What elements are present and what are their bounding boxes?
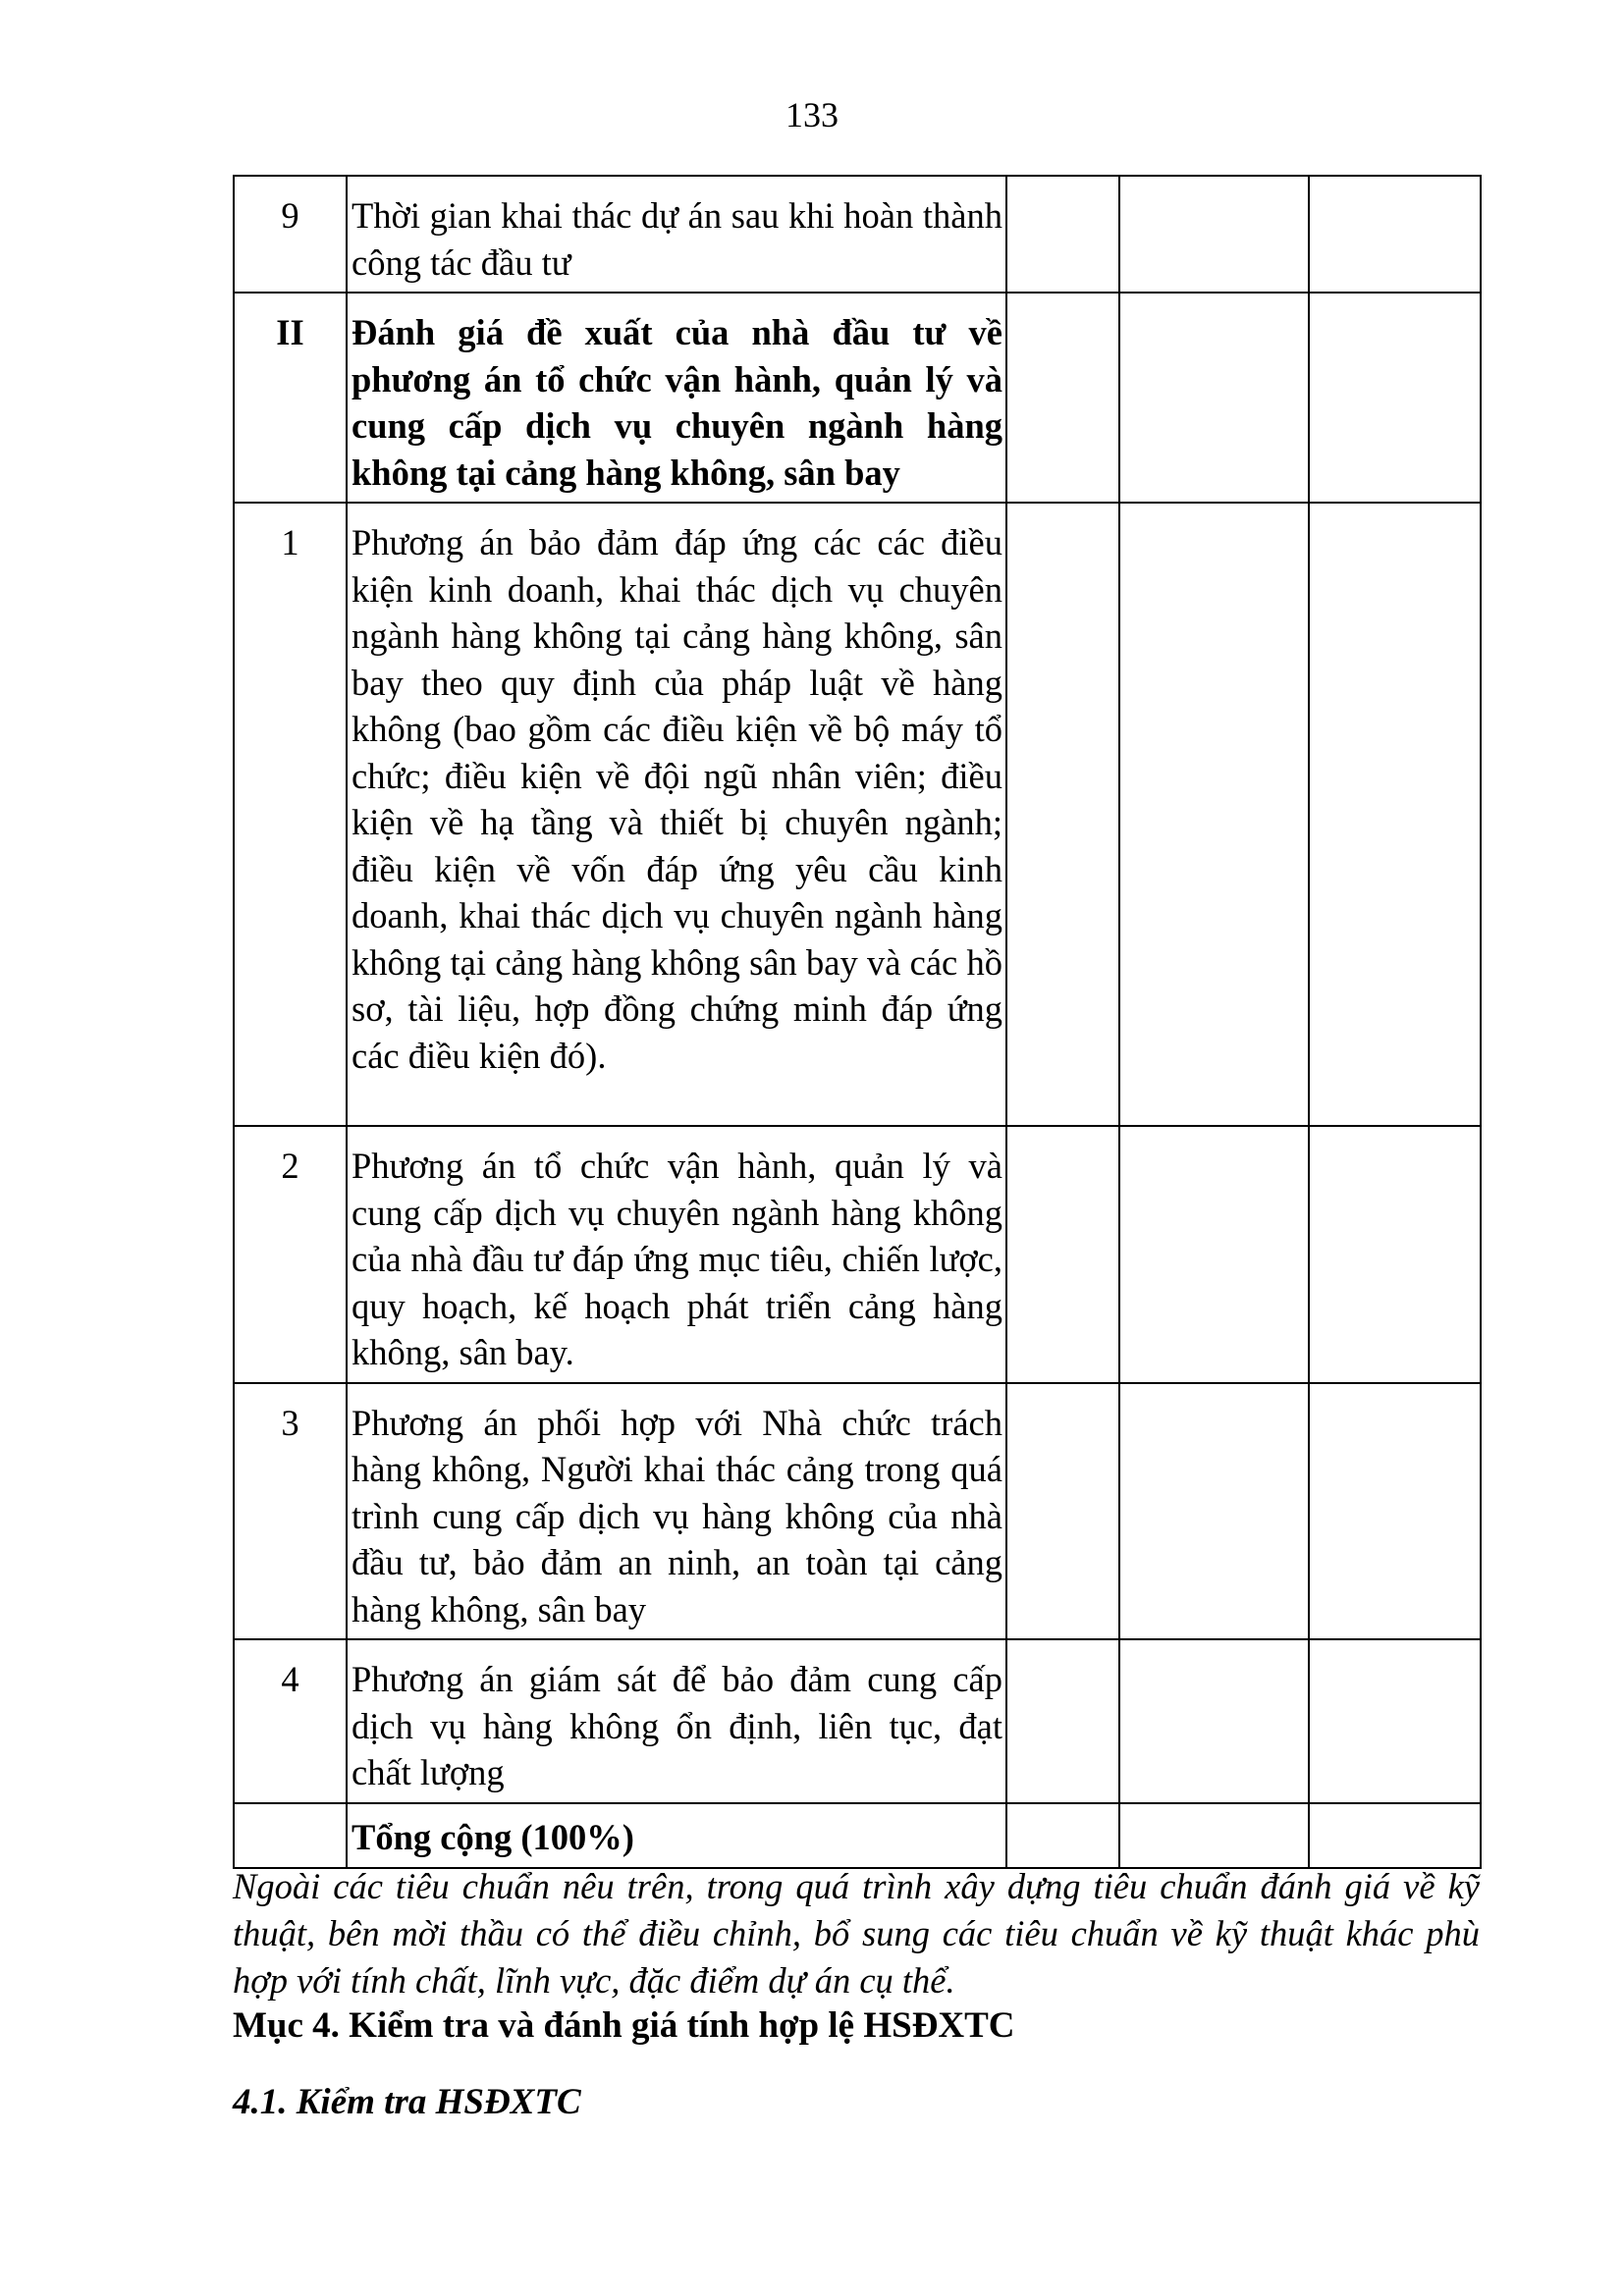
empty-cell — [1006, 1383, 1119, 1640]
empty-cell — [1119, 1126, 1309, 1383]
table-row-total — [234, 1803, 1481, 1868]
table-row — [234, 1383, 1481, 1640]
empty-cell — [1119, 1639, 1309, 1803]
row-criterion: Phương án phối hợp với Nhà chức trách hàng không, Người khai thác cảng trong quá trình cung cấp dịch vụ hàng không của nhà đầu tư, bảo đảm an ninh, an toàn tại cảng hàng không, sân bay — [347, 1383, 1006, 1640]
empty-cell — [1006, 503, 1119, 1126]
empty-cell — [1006, 1639, 1119, 1803]
empty-cell — [1006, 1126, 1119, 1383]
empty-cell — [1006, 1803, 1119, 1868]
empty-cell — [1119, 503, 1309, 1126]
empty-cell — [1309, 1383, 1481, 1640]
note-paragraph: Ngoài các tiêu chuẩn nêu trên, trong quá trình xây dựng tiêu chuẩn đánh giá về kỹ thuật, bên mời thầu có thể điều chỉnh, bổ sung các tiêu chuẩn về kỹ thuật khác phù hợp với tính chất, lĩnh vực, đặc điểm dự án cụ thể. — [233, 1866, 1480, 2001]
empty-cell — [1309, 293, 1481, 503]
row-number — [234, 1803, 347, 1868]
page-number: 133 — [785, 95, 839, 134]
empty-cell — [1309, 1803, 1481, 1868]
row-number: 9 — [234, 176, 347, 293]
empty-cell — [1119, 176, 1309, 293]
empty-cell — [1119, 293, 1309, 503]
empty-cell — [1119, 1383, 1309, 1640]
row-criterion: Phương án bảo đảm đáp ứng các các điều kiện kinh doanh, khai thác dịch vụ chuyên ngành hàng không tại cảng hàng không, sân bay theo quy định của pháp luật về hàng không (bao gồm các điều kiện về bộ máy tổ chức; điều kiện về đội ngũ nhân viên; điều kiện về hạ tầng và thiết bị chuyên ngành; điều kiện về vốn đáp ứng yêu cầu kinh doanh, khai thác dịch vụ chuyên ngành hàng không tại cảng hàng không sân bay và các hồ sơ, tài liệu, hợp đồng chứng minh đáp ứng các điều kiện đó). — [347, 503, 1006, 1126]
table-row — [234, 1126, 1481, 1383]
empty-cell — [1309, 1639, 1481, 1803]
section-heading: Mục 4. Kiểm tra và đánh giá tính hợp lệ HSĐXTC — [233, 2005, 1015, 2046]
evaluation-table — [233, 175, 1482, 1869]
row-criterion: Phương án giám sát để bảo đảm cung cấp dịch vụ hàng không ổn định, liên tục, đạt chất lượng — [347, 1639, 1006, 1803]
empty-cell — [1006, 293, 1119, 503]
table-row — [234, 176, 1481, 293]
empty-cell — [1309, 503, 1481, 1126]
empty-cell — [1006, 176, 1119, 293]
row-criterion: Phương án tổ chức vận hành, quản lý và cung cấp dịch vụ chuyên ngành hàng không của nhà đầu tư đáp ứng mục tiêu, chiến lược, quy hoạch, kế hoạch phát triển cảng hàng không, sân bay. — [347, 1126, 1006, 1383]
table-row — [234, 1639, 1481, 1803]
subsection-heading: 4.1. Kiểm tra HSĐXTC — [233, 2082, 581, 2122]
row-number: 3 — [234, 1383, 347, 1640]
row-criterion: Thời gian khai thác dự án sau khi hoàn thành công tác đầu tư — [347, 176, 1006, 293]
row-number: 2 — [234, 1126, 347, 1383]
table-row — [234, 293, 1481, 503]
section-title: Đánh giá đề xuất của nhà đầu tư về phương án tổ chức vận hành, quản lý và cung cấp dịch vụ chuyên ngành hàng không tại cảng hàng không, sân bay — [347, 293, 1006, 503]
total-label: Tổng cộng (100%) — [347, 1803, 1006, 1868]
empty-cell — [1119, 1803, 1309, 1868]
section-number: II — [234, 293, 347, 503]
empty-cell — [1309, 1126, 1481, 1383]
row-number: 4 — [234, 1639, 347, 1803]
table-row — [234, 503, 1481, 1126]
empty-cell — [1309, 176, 1481, 293]
row-number: 1 — [234, 503, 347, 1126]
